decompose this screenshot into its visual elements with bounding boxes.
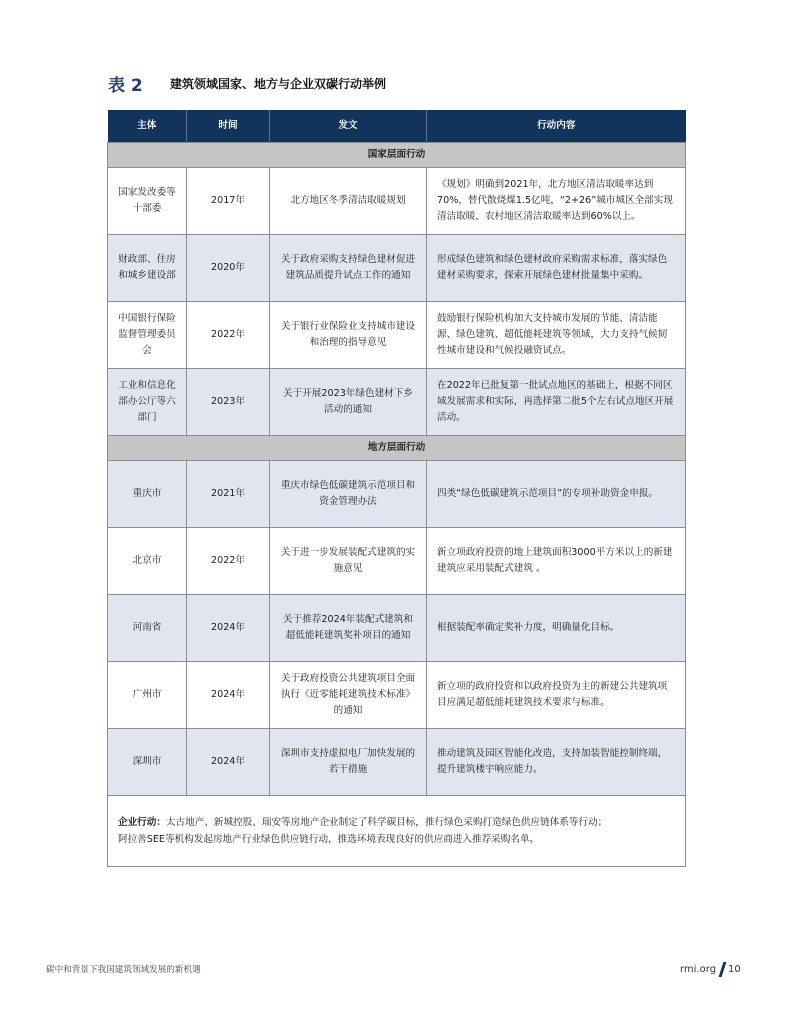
content-cell: 形成绿色建筑和绿色建材政府采购需求标准，落实绿色建材采购要求，探索开展绿色建材批量集中采购。 (427, 235, 686, 302)
year-cell: 2017年 (187, 168, 270, 235)
subject-cell: 深圳市 (108, 729, 187, 796)
table-row (108, 369, 686, 436)
table-row (108, 662, 686, 729)
content-cell: 新立项的政府投资和以政府投资为主的新建公共建筑项目应满足超低能耗建筑技术要求与标准。 (427, 662, 686, 729)
table-row (108, 168, 686, 235)
document-cell: 关于银行业保险业支持城市建设和治理的指导意见 (270, 302, 427, 369)
subject-cell: 河南省 (108, 595, 187, 662)
year-cell: 2022年 (187, 528, 270, 595)
table-row (108, 302, 686, 369)
subject-cell: 财政部、住房和城乡建设部 (108, 235, 187, 302)
column-header: 时间 (187, 110, 270, 143)
document-cell: 关于政府采购支持绿色建材促进建筑品质提升试点工作的通知 (270, 235, 427, 302)
enterprise-cell (108, 796, 686, 867)
footer-page-info (680, 962, 741, 977)
section-row (108, 436, 686, 461)
year-cell: 2023年 (187, 369, 270, 436)
enterprise-row (108, 796, 686, 867)
slash-divider-icon (719, 962, 727, 977)
subject-cell: 工业和信息化部办公厅等六部门 (108, 369, 187, 436)
table-row (108, 528, 686, 595)
enterprise-line-1 (118, 814, 675, 831)
action-table (107, 110, 686, 867)
content-cell: 《规划》明确到2021年，北方地区清洁取暖率达到70%，替代散烧煤1.5亿吨，“2+26”城市城区全部实现清洁取暖，农村地区清洁取暖率达到60%以上。 (427, 168, 686, 235)
document-cell: 深圳市支持虚拟电厂加快发展的若干措施 (270, 729, 427, 796)
year-cell: 2021年 (187, 461, 270, 528)
subject-cell: 中国银行保险监督管理委员会 (108, 302, 187, 369)
table-number: 表 2 (108, 75, 143, 96)
column-header: 行动内容 (427, 110, 686, 143)
enterprise-text-1: 太古地产、新城控股、瑞安等房地产企业制定了科学碳目标，推行绿色采购打造绿色供应链体系等行动； (165, 817, 608, 828)
table-row (108, 461, 686, 528)
subject-cell: 重庆市 (108, 461, 187, 528)
table-heading (108, 70, 386, 96)
section-label-national: 国家层面行动 (108, 143, 686, 168)
table-row (108, 595, 686, 662)
subject-cell: 北京市 (108, 528, 187, 595)
document-cell: 关于推荐2024年装配式建筑和超低能耗建筑奖补项目的通知 (270, 595, 427, 662)
section-label-local: 地方层面行动 (108, 436, 686, 461)
subject-cell: 国家发改委等十部委 (108, 168, 187, 235)
table-row (108, 729, 686, 796)
footer-report-title: 碳中和背景下我国建筑领域发展的新机遇 (46, 965, 201, 975)
content-cell: 鼓励银行保险机构加大支持城市发展的节能、清洁能源、绿色建筑、超低能耗建筑等领域，大力支持气候韧性城市建设和气候投融资试点。 (427, 302, 686, 369)
content-cell: 在2022年已批复第一批试点地区的基础上，根据不同区域发展需求和实际，再选择第二批5个左右试点地区开展活动。 (427, 369, 686, 436)
column-header: 主体 (108, 110, 187, 143)
document-cell: 关于开展2023年绿色建材下乡活动的通知 (270, 369, 427, 436)
content-cell: 新立项政府投资的地上建筑面积3000平方米以上的新建建筑应采用装配式建筑 。 (427, 528, 686, 595)
table-header-row (108, 110, 686, 143)
enterprise-text-2: 阿拉善SEE等机构发起房地产行业绿色供应链行动，推选环境表现良好的供应商进入推荐采购名单。 (118, 834, 540, 845)
year-cell: 2024年 (187, 662, 270, 729)
footer-site-link[interactable]: rmi.org (680, 964, 717, 975)
document-cell: 北方地区冬季清洁取暖规划 (270, 168, 427, 235)
year-cell: 2024年 (187, 595, 270, 662)
column-header: 发文 (270, 110, 427, 143)
subject-cell: 广州市 (108, 662, 187, 729)
table-title: 建筑领域国家、地方与企业双碳行动举例 (170, 76, 387, 91)
year-cell: 2024年 (187, 729, 270, 796)
document-cell: 重庆市绿色低碳建筑示范项目和资金管理办法 (270, 461, 427, 528)
year-cell: 2022年 (187, 302, 270, 369)
section-row (108, 143, 686, 168)
content-cell: 四类“绿色低碳建筑示范项目”的专项补助资金申报。 (427, 461, 686, 528)
content-cell: 根据装配率确定奖补力度，明确量化目标。 (427, 595, 686, 662)
content-cell: 推动建筑及园区智能化改造，支持加装智能控制终端，提升建筑楼宇响应能力。 (427, 729, 686, 796)
year-cell: 2020年 (187, 235, 270, 302)
enterprise-label: 企业行动： (118, 817, 166, 828)
document-cell: 关于政府投资公共建筑项目全面执行《近零能耗建筑技术标准》的通知 (270, 662, 427, 729)
document-cell: 关于进一步发展装配式建筑的实施意见 (270, 528, 427, 595)
table-row (108, 235, 686, 302)
page-number: 10 (728, 964, 741, 975)
